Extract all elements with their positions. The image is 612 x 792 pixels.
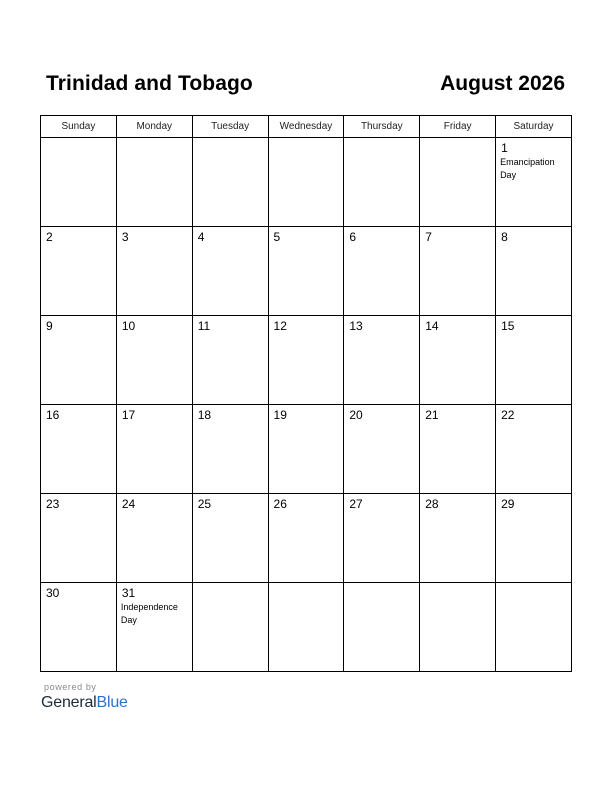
day-cell bbox=[344, 316, 420, 405]
day-number: 8 bbox=[501, 230, 508, 244]
powered-by-text: powered by bbox=[44, 682, 97, 692]
day-number: 27 bbox=[349, 497, 363, 511]
day-number: 15 bbox=[501, 319, 515, 333]
day-number: 30 bbox=[46, 586, 60, 600]
day-cell bbox=[496, 583, 572, 672]
day-number: 14 bbox=[425, 319, 439, 333]
day-cell bbox=[41, 494, 117, 583]
day-cell bbox=[192, 227, 268, 316]
week-row bbox=[41, 405, 572, 494]
day-cell bbox=[41, 227, 117, 316]
brand-general: General bbox=[41, 694, 97, 711]
day-cell bbox=[192, 138, 268, 227]
day-number: 12 bbox=[273, 319, 287, 333]
day-cell bbox=[116, 138, 192, 227]
day-number: 16 bbox=[46, 408, 60, 422]
day-cell bbox=[496, 227, 572, 316]
day-cell bbox=[116, 316, 192, 405]
day-cell bbox=[344, 494, 420, 583]
day-cell bbox=[268, 405, 344, 494]
day-cell bbox=[116, 583, 192, 672]
day-number: 19 bbox=[273, 408, 287, 422]
day-cell bbox=[420, 227, 496, 316]
holiday-label: Emancipation Day bbox=[500, 157, 555, 180]
day-cell bbox=[41, 583, 117, 672]
day-cell bbox=[192, 583, 268, 672]
weekday-header: Sunday bbox=[41, 116, 117, 138]
weekday-header-row bbox=[41, 116, 572, 138]
day-number: 21 bbox=[425, 408, 439, 422]
week-row bbox=[41, 494, 572, 583]
day-cell bbox=[268, 583, 344, 672]
week-row bbox=[41, 138, 572, 227]
calendar-month-title: August 2026 bbox=[440, 72, 565, 95]
day-number: 29 bbox=[501, 497, 515, 511]
day-number: 24 bbox=[121, 497, 136, 511]
day-cell bbox=[496, 405, 572, 494]
day-cell bbox=[41, 405, 117, 494]
day-cell bbox=[496, 494, 572, 583]
day-number: 4 bbox=[197, 230, 205, 244]
day-number: 26 bbox=[273, 497, 287, 511]
day-cell bbox=[268, 316, 344, 405]
weekday-header: Wednesday bbox=[268, 116, 344, 138]
weekday-header: Saturday bbox=[496, 116, 572, 138]
day-number: 2 bbox=[46, 230, 53, 244]
day-number: 6 bbox=[349, 230, 357, 244]
day-number: 22 bbox=[501, 408, 515, 422]
day-number: 13 bbox=[349, 319, 363, 333]
day-cell bbox=[41, 316, 117, 405]
day-cell bbox=[192, 405, 268, 494]
week-row bbox=[41, 227, 572, 316]
day-number: 1 bbox=[501, 141, 508, 155]
day-cell bbox=[116, 494, 192, 583]
day-number: 31 bbox=[121, 586, 136, 600]
day-cell bbox=[344, 405, 420, 494]
day-cell bbox=[420, 405, 496, 494]
holiday-label: Independence Day bbox=[120, 602, 178, 625]
weekday-header: Thursday bbox=[344, 116, 420, 138]
day-cell bbox=[344, 583, 420, 672]
day-cell bbox=[192, 494, 268, 583]
day-cell bbox=[344, 138, 420, 227]
day-cell bbox=[420, 138, 496, 227]
day-cell bbox=[496, 138, 572, 227]
day-cell bbox=[420, 316, 496, 405]
weekday-header: Friday bbox=[420, 116, 496, 138]
day-cell bbox=[268, 494, 344, 583]
day-number: 10 bbox=[121, 319, 136, 333]
weekday-header: Monday bbox=[116, 116, 192, 138]
day-number: 9 bbox=[46, 319, 53, 333]
day-cell bbox=[116, 227, 192, 316]
day-number: 25 bbox=[197, 497, 212, 511]
brand-blue: Blue bbox=[96, 694, 128, 711]
day-number: 23 bbox=[46, 497, 60, 511]
day-cell bbox=[268, 138, 344, 227]
weekday-header: Tuesday bbox=[192, 116, 268, 138]
calendar-country-title: Trinidad and Tobago bbox=[46, 72, 253, 95]
day-cell bbox=[268, 227, 344, 316]
day-number: 5 bbox=[273, 230, 281, 244]
day-number: 17 bbox=[121, 408, 136, 422]
day-cell bbox=[420, 494, 496, 583]
day-cell bbox=[41, 138, 117, 227]
day-number: 18 bbox=[197, 408, 212, 422]
calendar-grid bbox=[40, 115, 572, 672]
day-cell bbox=[496, 316, 572, 405]
day-cell bbox=[116, 405, 192, 494]
day-number: 7 bbox=[425, 230, 432, 244]
generalblue-logo bbox=[41, 694, 128, 712]
week-row bbox=[41, 583, 572, 672]
day-number: 20 bbox=[349, 408, 363, 422]
day-number: 3 bbox=[121, 230, 129, 244]
day-number: 28 bbox=[425, 497, 439, 511]
day-number: 11 bbox=[197, 319, 211, 333]
day-cell bbox=[420, 583, 496, 672]
day-cell bbox=[192, 316, 268, 405]
week-row bbox=[41, 316, 572, 405]
day-cell bbox=[344, 227, 420, 316]
